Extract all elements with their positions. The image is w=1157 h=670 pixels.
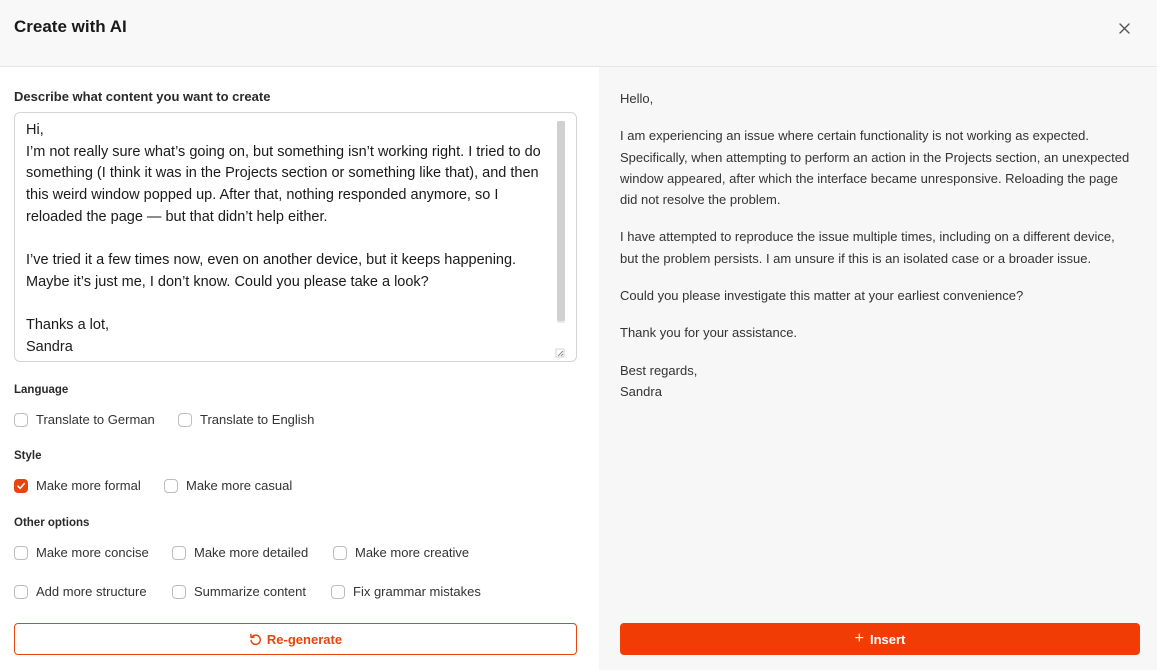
textarea-scrollbar[interactable] — [557, 121, 565, 323]
option-make-more-casual[interactable] — [164, 478, 292, 493]
prompt-label: Describe what content you want to create — [14, 89, 271, 104]
close-icon[interactable] — [1114, 18, 1134, 38]
checkbox[interactable] — [331, 585, 345, 599]
option-summarize-content[interactable] — [172, 584, 306, 599]
output-paragraph: Best regards, Sandra — [620, 362, 698, 399]
checkbox[interactable] — [178, 413, 192, 427]
other-options-section-title: Other options — [14, 517, 90, 529]
insert-button[interactable] — [620, 623, 1140, 655]
regenerate-label: Re-generate — [266, 631, 343, 647]
option-fix-grammar-mistakes[interactable] — [331, 584, 481, 599]
option-label: Translate to German — [36, 412, 155, 427]
output-paragraph: I am experiencing an issue where certain functionality is not working as expected. Specifically, when attempting to perform an action in the Projects section, an unexpected window appeared, after which the interface became unresponsive. Reloading the page did not resolve the problem. — [620, 128, 1130, 208]
resize-handle-icon[interactable] — [555, 345, 565, 355]
checkbox[interactable] — [333, 546, 347, 560]
option-make-more-detailed[interactable] — [172, 545, 308, 560]
scrollbar-thumb[interactable] — [557, 121, 565, 321]
option-label: Translate to English — [200, 412, 315, 427]
option-make-more-formal[interactable] — [14, 478, 141, 493]
output-paragraph: Could you please investigate this matter at your earliest convenience? — [620, 288, 1024, 304]
generated-output — [620, 88, 1130, 418]
output-paragraph: I have attempted to reproduce the issue multiple times, including on a different device, but the problem persists. I am unsure if this is an isolated case or a broader issue. — [620, 229, 1115, 266]
input-panel — [0, 67, 599, 670]
option-make-more-creative[interactable] — [333, 545, 469, 560]
option-make-more-concise[interactable] — [14, 545, 149, 560]
option-label: Make more detailed — [194, 545, 309, 560]
option-label: Make more casual — [186, 478, 293, 493]
option-label: Make more formal — [36, 478, 141, 493]
checkbox-checked[interactable] — [14, 479, 28, 493]
option-translate-german[interactable] — [14, 412, 155, 427]
option-add-more-structure[interactable] — [14, 584, 147, 599]
insert-label: Insert — [869, 631, 906, 647]
regenerate-button[interactable] — [14, 623, 577, 655]
option-label: Add more structure — [36, 584, 147, 599]
output-paragraph: Thank you for your assistance. — [620, 325, 798, 341]
prompt-textarea[interactable] — [14, 112, 577, 362]
checkbox[interactable] — [14, 413, 28, 427]
regenerate-icon — [249, 633, 262, 646]
checkbox[interactable] — [172, 585, 186, 599]
language-section-title: Language — [14, 384, 69, 396]
prompt-text[interactable]: Hi, I’m not really sure what’s going on, but something isn’t working right. I tried to do something (I think it was in the Projects section or something like that), and then this weird window popped up. After that, nothing responded anymore, so I reloaded the page — but that didn’t help either. I’ve tried it a few times now, even on another device, but it keeps happening. Maybe it’s just me, I don’t know. Could you please take a look? Thanks a lot, Sandra — [26, 122, 541, 356]
dialog-header — [0, 0, 1157, 67]
checkmark-icon — [16, 481, 26, 491]
option-label: Fix grammar mistakes — [353, 584, 481, 599]
style-section-title: Style — [14, 450, 42, 462]
dialog-title: Create with AI — [14, 17, 127, 36]
option-translate-english[interactable] — [178, 412, 314, 427]
output-panel — [599, 67, 1157, 670]
option-label: Summarize content — [194, 584, 306, 599]
option-label: Make more creative — [355, 545, 470, 560]
checkbox[interactable] — [164, 479, 178, 493]
checkbox[interactable] — [14, 546, 28, 560]
checkbox[interactable] — [14, 585, 28, 599]
output-paragraph: Hello, — [620, 91, 654, 106]
checkbox[interactable] — [172, 546, 186, 560]
option-label: Make more concise — [36, 545, 149, 560]
plus-icon: + — [854, 630, 864, 647]
